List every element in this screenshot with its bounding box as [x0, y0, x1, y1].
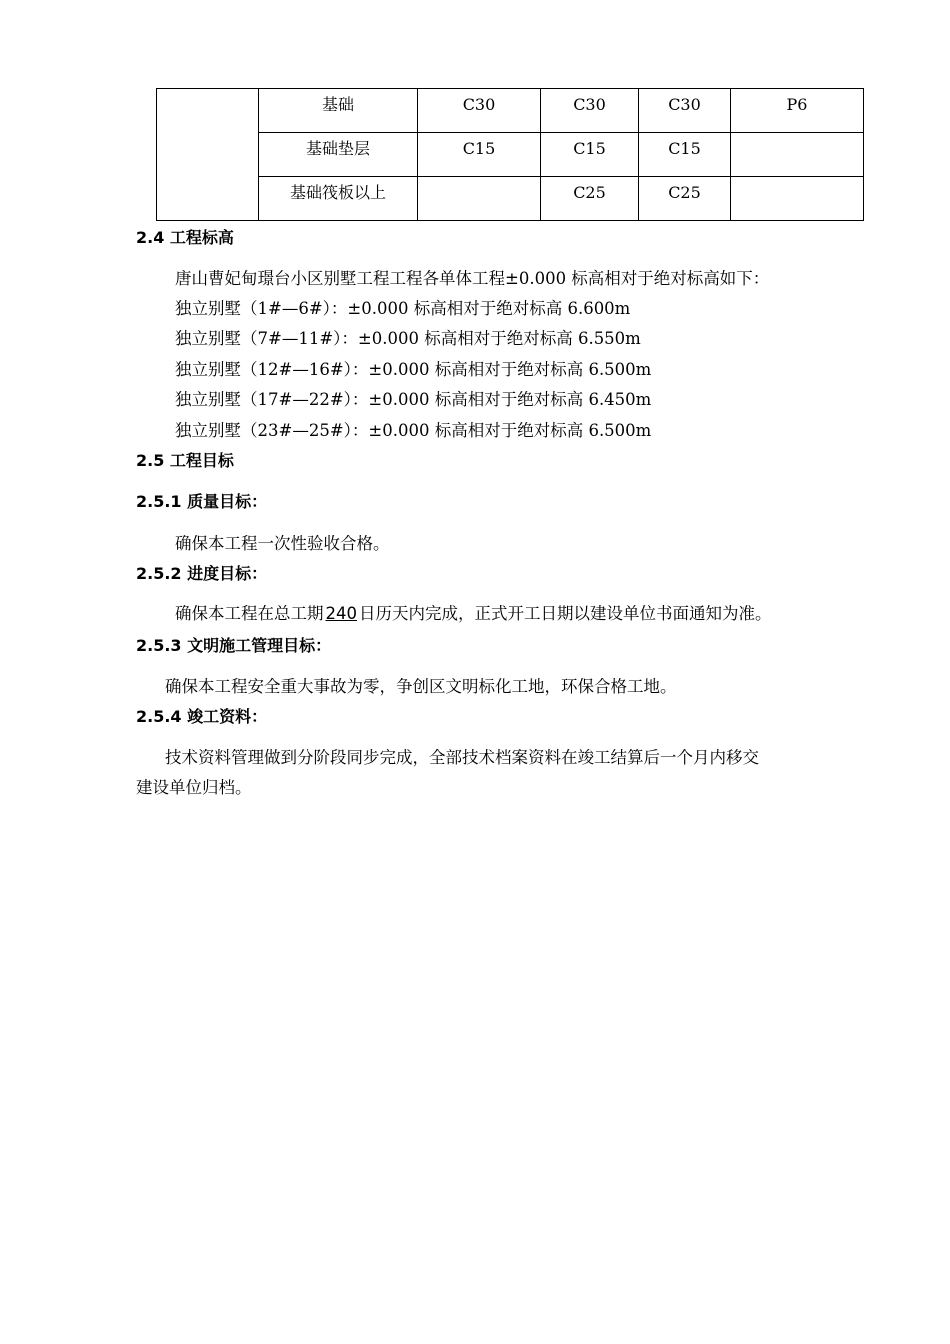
section-heading-elevation: 2.4 工程标高: [136, 228, 234, 247]
table-cell: C15: [541, 133, 639, 177]
subheading-schedule: 2.5.2 进度目标：: [136, 564, 268, 583]
concrete-grade-table: [156, 88, 864, 221]
table-cell: [731, 177, 864, 221]
table-cell: C30: [418, 89, 541, 133]
table-cell: 基础垫层: [259, 133, 418, 177]
subheading-quality: 2.5.1 质量目标：: [136, 492, 268, 511]
table-cell: P6: [731, 89, 864, 133]
table-row: [157, 177, 864, 221]
table-row: [157, 133, 864, 177]
schedule-text: [175, 603, 772, 625]
elevation-item: 独立别墅（1#—6#）：±0.000 标高相对于绝对标高 6.600m: [175, 299, 631, 318]
table-cell: [731, 133, 864, 177]
table-cell: C15: [418, 133, 541, 177]
table-cell: C25: [541, 177, 639, 221]
schedule-prefix: 确保本工程在总工期: [175, 604, 324, 623]
table-cell: C30: [639, 89, 731, 133]
elevation-item: 独立别墅（7#—11#）：±0.000 标高相对于绝对标高 6.550m: [175, 329, 641, 348]
subheading-completion: 2.5.4 竣工资料：: [136, 707, 268, 726]
civil-text: 确保本工程安全重大事故为零，争创区文明标化工地，环保合格工地。: [165, 677, 677, 696]
completion-text-line2: 建设单位归档。: [136, 778, 252, 797]
subheading-civil: 2.5.3 文明施工管理目标：: [136, 636, 332, 655]
table-cell: [418, 177, 541, 221]
elevation-item: 独立别墅（12#—16#）：±0.000 标高相对于绝对标高 6.500m: [175, 360, 652, 379]
section-heading-goals: 2.5 工程目标: [136, 451, 234, 470]
table-cell: 基础: [259, 89, 418, 133]
schedule-suffix: 日历天内完成，正式开工日期以建设单位书面通知为准。: [359, 604, 772, 623]
elevation-intro: 唐山曹妃甸璟台小区别墅工程工程各单体工程±0.000 标高相对于绝对标高如下：: [175, 269, 770, 288]
completion-text-line1: 技术资料管理做到分阶段同步完成，全部技术档案资料在竣工结算后一个月内移交: [165, 748, 759, 767]
quality-text: 确保本工程一次性验收合格。: [175, 534, 390, 553]
table-row: [157, 89, 864, 133]
table-cell: [157, 89, 259, 221]
table-cell: C25: [639, 177, 731, 221]
table-cell: 基础筏板以上: [259, 177, 418, 221]
elevation-item: 独立别墅（23#—25#）：±0.000 标高相对于绝对标高 6.500m: [175, 421, 652, 440]
table-cell: C15: [639, 133, 731, 177]
schedule-days: 240: [325, 604, 357, 623]
table-cell: C30: [541, 89, 639, 133]
elevation-item: 独立别墅（17#—22#）：±0.000 标高相对于绝对标高 6.450m: [175, 390, 652, 409]
